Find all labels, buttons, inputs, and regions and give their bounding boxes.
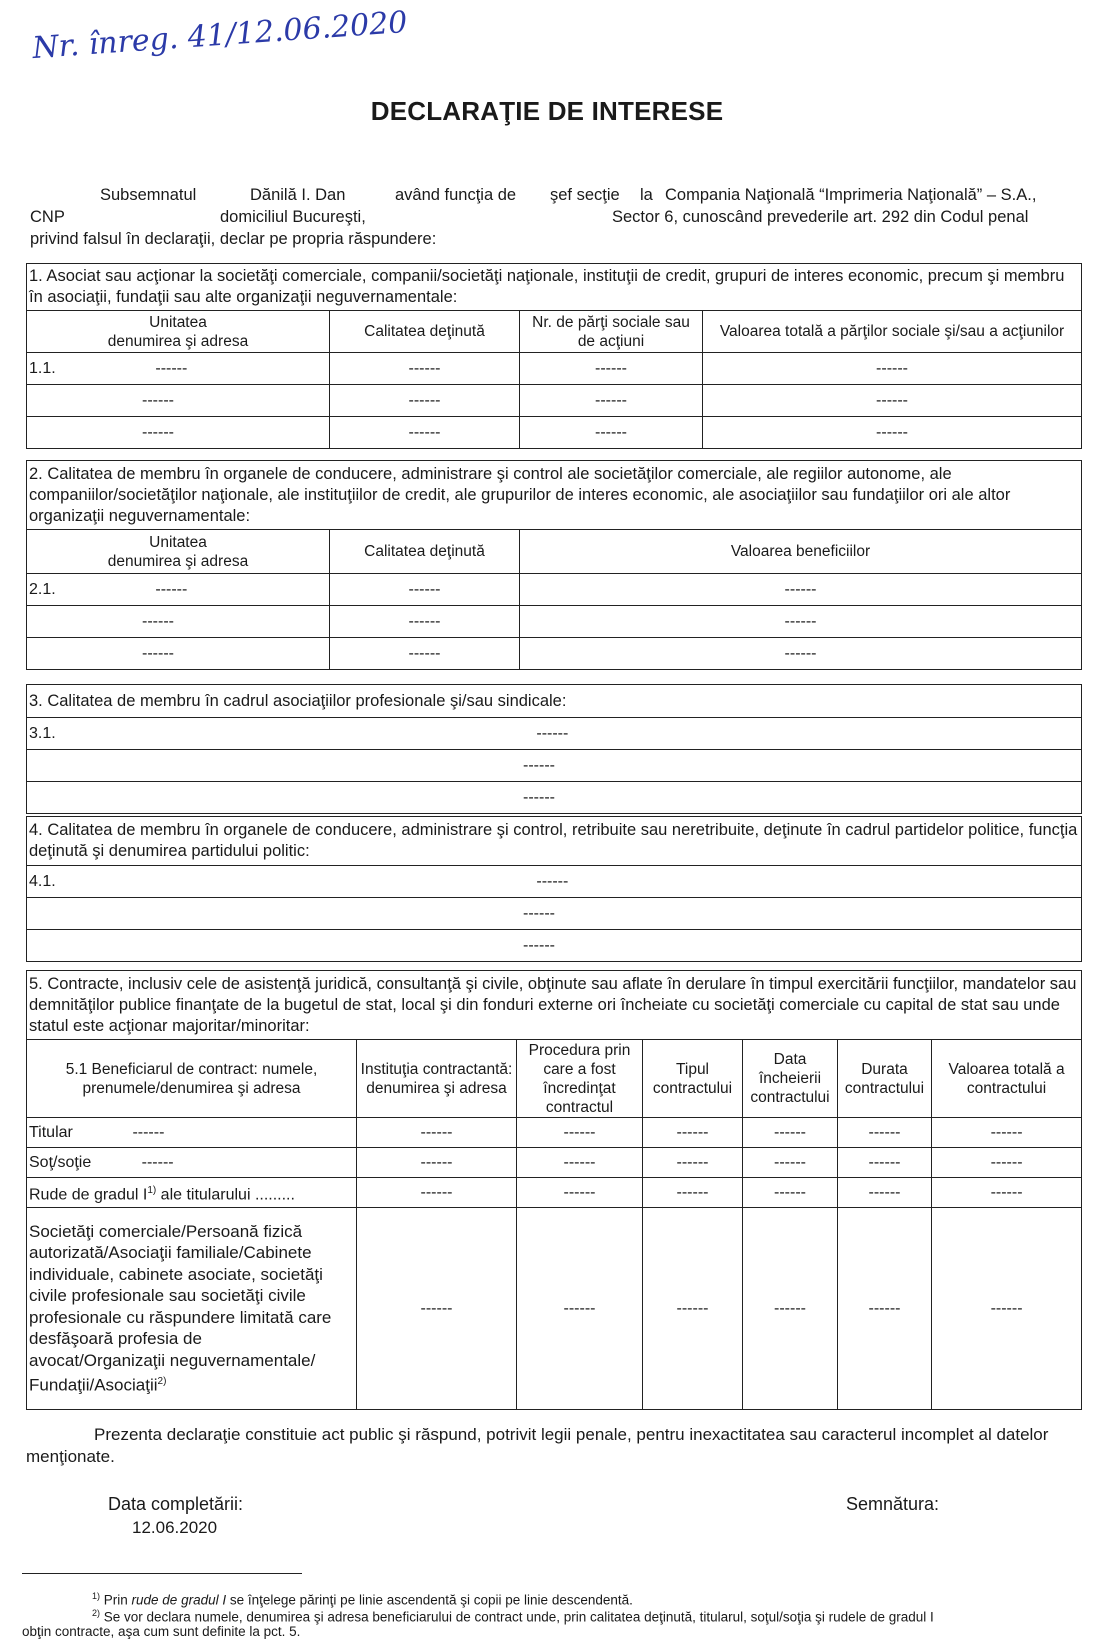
intro-sector: Sector 6, cunoscând prevederile art. 292 din Codul penal — [612, 208, 1029, 226]
table-cell: ------ — [838, 1118, 932, 1148]
table-cell: ------ — [643, 1208, 743, 1410]
declarant-employer: Compania Naţională “Imprimeria Naţională” – S.A., — [665, 186, 1037, 204]
s5-header-duration: Durata contractului — [838, 1040, 932, 1118]
table-cell: ------ — [357, 1178, 517, 1208]
table-cell: ------ — [838, 1208, 932, 1410]
document-title: DECLARAŢIE DE INTERESE — [370, 96, 724, 126]
intro-domicile: domiciliul Bucureşti, — [220, 208, 366, 226]
table-cell: ------ — [520, 417, 703, 449]
s1-header-shares: Nr. de părţi sociale sau de acţiuni — [520, 311, 703, 353]
table-cell: ------ — [27, 417, 330, 449]
table-cell: ------ — [517, 1208, 643, 1410]
registration-note: Nr. înreg. 41/12.06.2020 — [31, 4, 409, 67]
table-cell: ------ — [517, 1178, 643, 1208]
table-cell: ------ — [357, 1208, 517, 1410]
s2-header-quality: Calitatea deţinută — [330, 530, 520, 574]
footnote-divider — [22, 1573, 302, 1574]
table-cell: ------ — [703, 385, 1082, 417]
table-cell: ------ — [743, 1118, 838, 1148]
table-cell: ------ — [330, 417, 520, 449]
table-cell: 3.1. ------ — [27, 718, 1082, 750]
table-cell: ------ — [520, 385, 703, 417]
table-cell: ------ — [932, 1148, 1082, 1178]
row-label-spouse: Soţ/soţie — [29, 1154, 92, 1171]
table-cell: ------ — [330, 606, 520, 638]
section5-table — [26, 970, 1082, 1410]
s2-header-benefits: Valoarea beneficiilor — [520, 530, 1082, 574]
table-cell: ------ — [520, 638, 1082, 670]
table-cell: ------ — [27, 606, 330, 638]
row-label-relatives: Rude de gradul $I^{1)}$ ale titularului ......... — [27, 1178, 357, 1208]
s1-header-quality: Calitatea deţinută — [330, 311, 520, 353]
table-cell: ------ — [703, 417, 1082, 449]
section4-table — [26, 816, 1082, 962]
table-cell: ------ — [330, 574, 520, 606]
table-cell: Titular ------ — [27, 1118, 357, 1148]
table-cell: ------ — [743, 1148, 838, 1178]
table-cell: ------ — [357, 1148, 517, 1178]
declarant-name: Dănilă I. Dan — [250, 186, 346, 204]
s5-header-beneficiary: 5.1 Beneficiarul de contract: numele, prenumele/denumirea şi adresa — [27, 1040, 357, 1118]
section3-table — [26, 684, 1082, 814]
table-cell: ------ — [932, 1118, 1082, 1148]
table-cell: ------ — [27, 898, 1082, 930]
table-cell: ------ — [27, 750, 1082, 782]
date-value: 12.06.2020 — [132, 1518, 218, 1537]
row-label: 1.1. — [29, 360, 56, 377]
row-label: 4.1. — [29, 873, 56, 890]
table-cell: ------ — [838, 1148, 932, 1178]
declarant-function: şef secţie — [550, 186, 620, 204]
table-cell: ------ — [703, 353, 1082, 385]
section2-table — [26, 460, 1082, 670]
table-cell: 2.1. ------ — [27, 574, 330, 606]
table-cell: ------ — [330, 638, 520, 670]
table-cell: ------ — [743, 1178, 838, 1208]
s2-header-unit: Unitatea denumirea şi adresa — [27, 530, 330, 574]
table-cell: ------ — [643, 1178, 743, 1208]
table-cell: ------ — [520, 574, 1082, 606]
footnote-1: $^{1)}$ Prin rude de gradul I se înţelege părinţi pe linie ascendentă şi copii pe linie descendentă. — [92, 1591, 633, 1608]
row-label-titular: Titular — [29, 1124, 73, 1141]
table-cell: ------ — [932, 1178, 1082, 1208]
table-cell: ------ — [517, 1148, 643, 1178]
s5-header-type: Tipul contractului — [643, 1040, 743, 1118]
s5-header-procedure: Procedura prin care a fost încredinţat contractul — [517, 1040, 643, 1118]
s5-header-value: Valoarea totală a contractului — [932, 1040, 1082, 1118]
table-cell: ------ — [643, 1148, 743, 1178]
table-cell: ------ — [838, 1178, 932, 1208]
table-cell: ------ — [517, 1118, 643, 1148]
table-cell: ------ — [330, 353, 520, 385]
footnote-2-cont: obţin contracte, aşa cum sunt definite la pct. 5. — [22, 1624, 301, 1639]
intro-la: la — [640, 186, 653, 204]
section1-table — [26, 263, 1082, 449]
table-cell: Soţ/soţie ------ — [27, 1148, 357, 1178]
closing-statement: Prezenta declaraţie constituie act public şi răspund, potrivit legii penale, pentru inexactitatea sau caracterul incomplet al datelor menţionate. — [26, 1425, 1049, 1466]
table-cell: 1.1. ------ — [27, 353, 330, 385]
table-cell: ------ — [520, 606, 1082, 638]
table-cell: ------ — [330, 385, 520, 417]
table-cell: ------ — [27, 930, 1082, 962]
section4-heading: 4. Calitatea de membru în organele de conducere, administrare şi control, retribuite sau neretribuite, deţinute în cadrul partidelor politice, funcţia deţinută şi denumirea partidului politic: — [27, 817, 1082, 866]
section1-heading: 1. Asociat sau acţionar la societăţi comerciale, companii/societăţi naţionale, instituţii de credit, grupuri de interes economic, precum şi membru în asociaţii, fundaţii sau alte organizaţii neguvernamentale: — [27, 264, 1082, 311]
footnote-2: $^{2)}$ Se vor declara numele, denumirea şi adresa beneficiarului de contract unde, prin calitatea deţinută, titularul, soţul/soţia şi rudele de gradul I — [92, 1608, 934, 1625]
section2-heading: 2. Calitatea de membru în organele de conducere, administrare şi control ale societăţilor comerciale, ale regiilor autonome, ale companiilor/societăţilor naţionale, ale instituţiilor de credit, ale grupurilor de interes economic, ale asociaţiilor sau fundaţiilor ori ale altor organizaţii neguvernamentale: — [27, 461, 1082, 530]
table-cell: ------ — [27, 385, 330, 417]
table-cell: ------ — [27, 638, 330, 670]
intro-declaration: privind falsul în declaraţii, declar pe propria răspundere: — [30, 230, 437, 248]
table-cell: ------ — [932, 1208, 1082, 1410]
table-cell: ------ — [743, 1208, 838, 1410]
table-cell: ------ — [357, 1118, 517, 1148]
section5-heading: 5. Contracte, inclusiv cele de asistenţă juridică, consultanţă şi civile, obţinute sau aflate în derulare în timpul exercitării funcţiilor, mandatelor sau demnităţilor publice finanţate de la bugetul de stat, local şi din fonduri externe ori încheiate cu societăţi comerciale cu capital de stat sau unde statul este acţionar majoritar/minoritar: — [27, 971, 1082, 1040]
table-cell: ------ — [643, 1118, 743, 1148]
s5-header-institution: Instituţia contractantă: denumirea şi adresa — [357, 1040, 517, 1118]
intro-subsemnatul: Subsemnatul — [100, 186, 197, 204]
signature-label: Semnătura: — [846, 1494, 940, 1514]
row-label: 2.1. — [29, 581, 56, 598]
row-label-companies: Societăţi comerciale/Persoană fizică autorizată/Asociaţii familiale/Cabinete individuale, cabinete asociate, societăţi civile profesionale sau societăţi civile profesionale cu răspundere limitată care desfăşoară profesia de avocat/Organizaţii neguvernamentale/ Fundaţii/Asociaţii$^{2)}$ — [27, 1208, 357, 1410]
row-label: 3.1. — [29, 725, 56, 742]
intro-function-label: având funcţia de — [395, 186, 517, 204]
table-cell: ------ — [27, 782, 1082, 814]
s5-header-date: Data încheierii contractului — [743, 1040, 838, 1118]
s1-header-value: Valoarea totală a părţilor sociale şi/sau a acţiunilor — [703, 311, 1082, 353]
table-cell: ------ — [520, 353, 703, 385]
table-cell: 4.1. ------ — [27, 866, 1082, 898]
section3-heading: 3. Calitatea de membru în cadrul asociaţiilor profesionale şi/sau sindicale: — [27, 685, 1082, 718]
s1-header-unit: Unitatea denumirea şi adresa — [27, 311, 330, 353]
date-label: Data completării: — [108, 1494, 244, 1514]
intro-cnp-label: CNP — [30, 208, 65, 226]
